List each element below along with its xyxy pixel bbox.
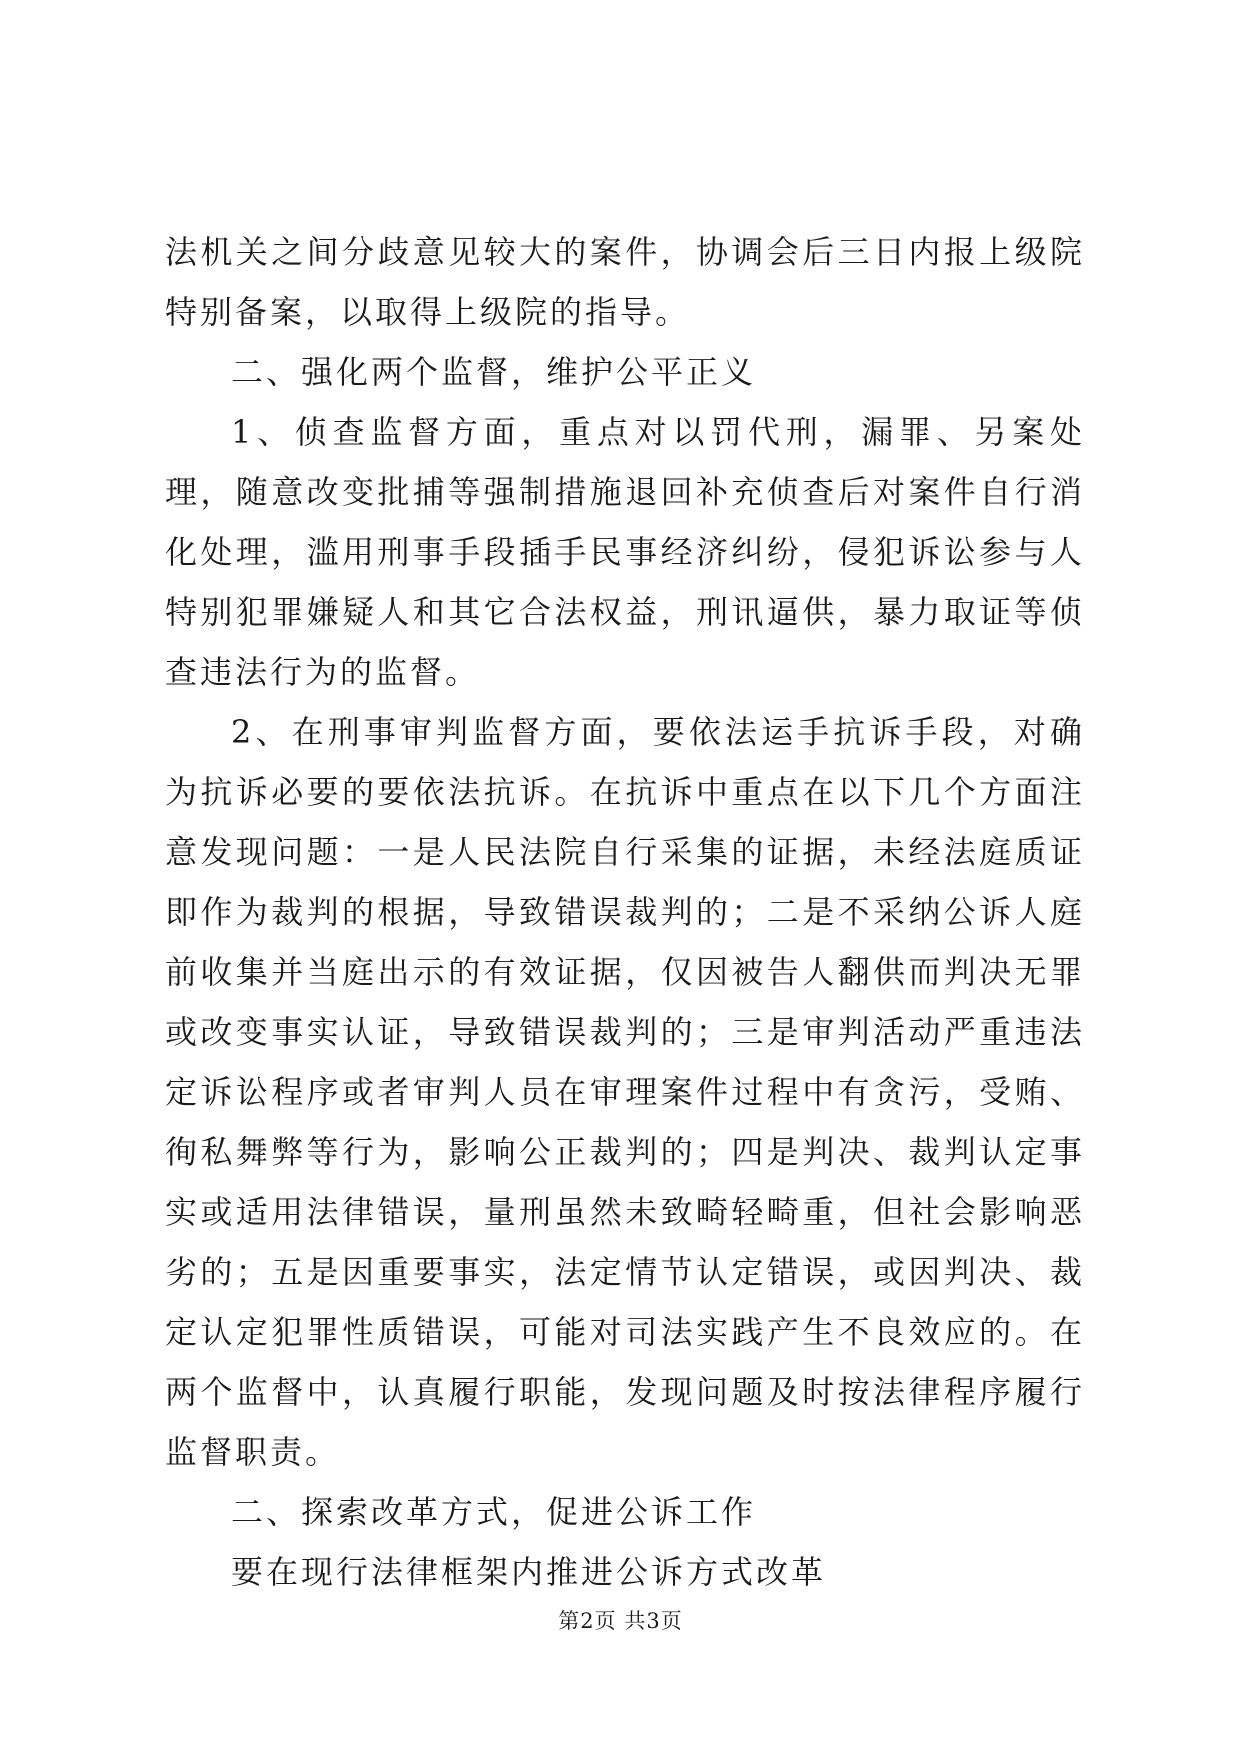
paragraph-investigation-supervision: 1、侦查监督方面，重点对以罚代刑，漏罪、另案处理，随意改变批捕等强制措施退回补充侦查后对案件自行消化处理，滥用刑事手段插手民事经济纠纷，侵犯诉讼参与人特别犯罪嫌疑人和其它合法权益，刑讯逼供，暴力取证等侦查违法行为的监督。 [165,413,1085,691]
page-footer: 第2页 共3页 [558,1609,683,1633]
paragraph-reform: 要在现行法律框架内推进公诉方式改革 [231,1553,827,1591]
paragraph-trial-supervision: 2、在刑事审判监督方面，要依法运手抗诉手段，对确为抗诉必要的要依法抗诉。在抗诉中重点在以下几个方面注意发现问题：一是人民法院自行采集的证据，未经法庭质证即作为裁判的根据，导致错误裁判的；二是不采纳公诉人庭前收集并当庭出示的有效证据，仅因被告人翻供而判决无罪或改变事实认证，导致错误裁判的；三是审判活动严重违法定诉讼程序或者审判人员在审理案件过程中有贪污，受贿、徇私舞弊等行为，影响公正裁判的；四是判决、裁判认定事实或适用法律错误，量刑虽然未致畸轻畸重，但社会影响恶劣的；五是因重要事实，法定情节认定错误，或因判决、裁定认定犯罪性质错误，可能对司法实践产生不良效应的。在两个监督中，认真履行职能，发现问题及时按法律程序履行监督职责。 [165,713,1085,1471]
paragraph-continuation: 法机关之间分歧意见较大的案件，协调会后三日内报上级院特别备案，以取得上级院的指导。 [165,233,1085,331]
section-heading-reform: 二、探索改革方式，促进公诉工作 [231,1493,757,1531]
document-body [165,222,1085,1602]
section-heading-supervision: 二、强化两个监督，维护公平正义 [231,353,757,391]
